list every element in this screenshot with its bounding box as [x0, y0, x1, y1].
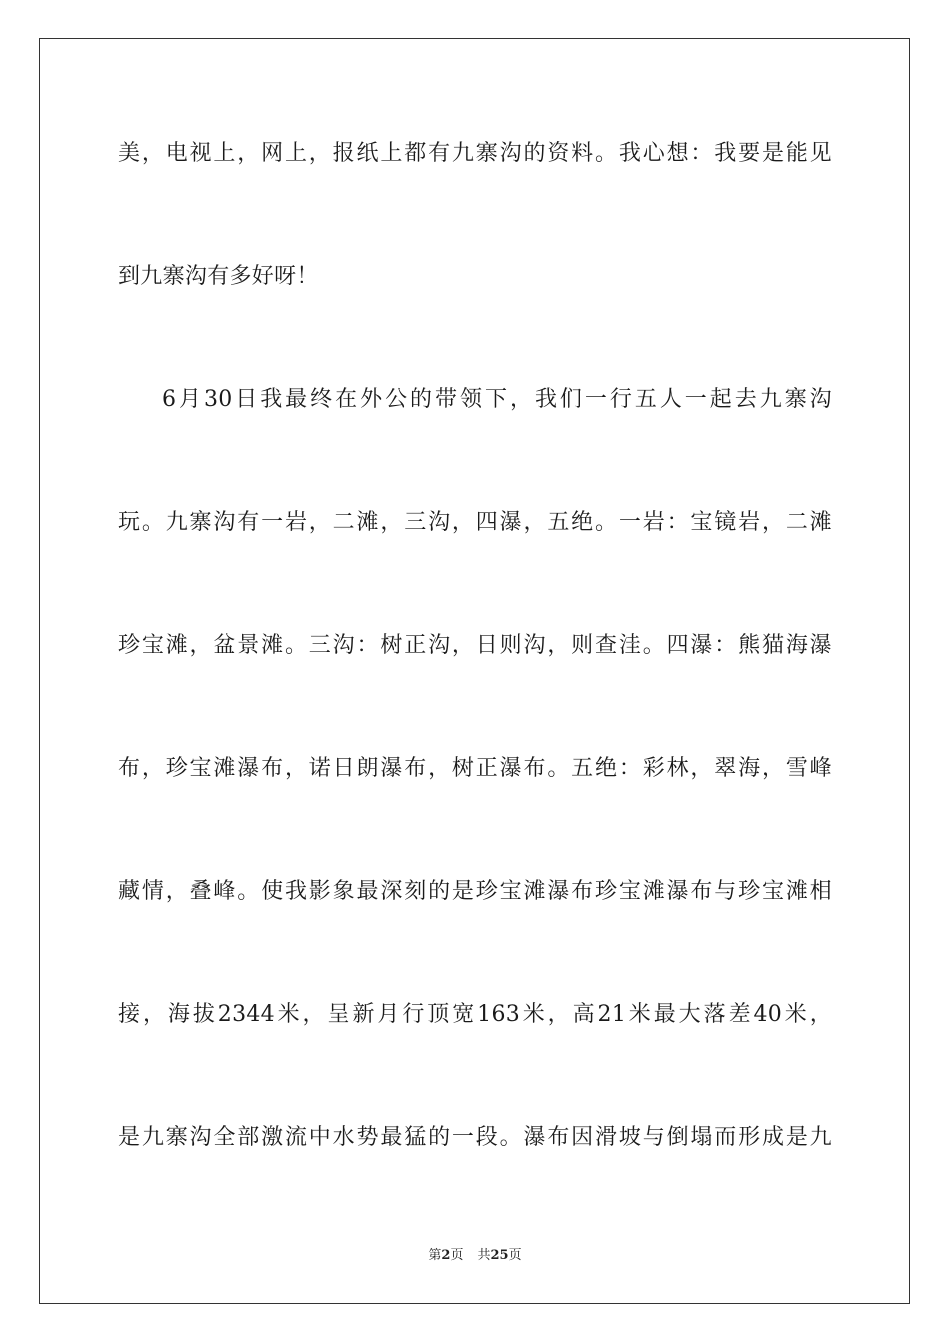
text-line-3: 6月30日我最终在外公的带领下，我们一行五人一起去九寨沟 — [162, 387, 832, 412]
text-line-2: 到九寨沟有多好呀！ — [118, 264, 319, 289]
text-line-1: 美，电视上，网上，报纸上都有九寨沟的资料。我心想：我要是能见 — [118, 141, 832, 166]
text-line-6: 布，珍宝滩瀑布，诺日朗瀑布，树正瀑布。五绝：彩林，翠海，雪峰 — [118, 756, 832, 781]
text-line-8: 接，海拔2344米，呈新月行顶宽163米，高21米最大落差40米， — [118, 1002, 832, 1027]
page-number: 2 — [441, 1248, 451, 1263]
page-suffix: 页 — [450, 1248, 464, 1263]
page-border — [39, 38, 910, 1304]
total-prefix: 共 — [477, 1248, 491, 1263]
total-suffix: 页 — [508, 1248, 522, 1263]
text-line-7: 藏情，叠峰。使我影象最深刻的是珍宝滩瀑布珍宝滩瀑布与珍宝滩相 — [118, 879, 832, 904]
text-line-4: 玩。九寨沟有一岩，二滩，三沟，四瀑，五绝。一岩：宝镜岩，二滩 — [118, 510, 832, 535]
text-line-9: 是九寨沟全部激流中水势最猛的一段。瀑布因滑坡与倒塌而形成是九 — [118, 1125, 832, 1150]
text-line-5: 珍宝滩，盆景滩。三沟：树正沟，日则沟，则查洼。四瀑：熊猫海瀑 — [118, 633, 832, 658]
page-prefix: 第 — [428, 1248, 442, 1263]
page-footer — [0, 1246, 950, 1266]
total-pages: 25 — [490, 1248, 509, 1263]
